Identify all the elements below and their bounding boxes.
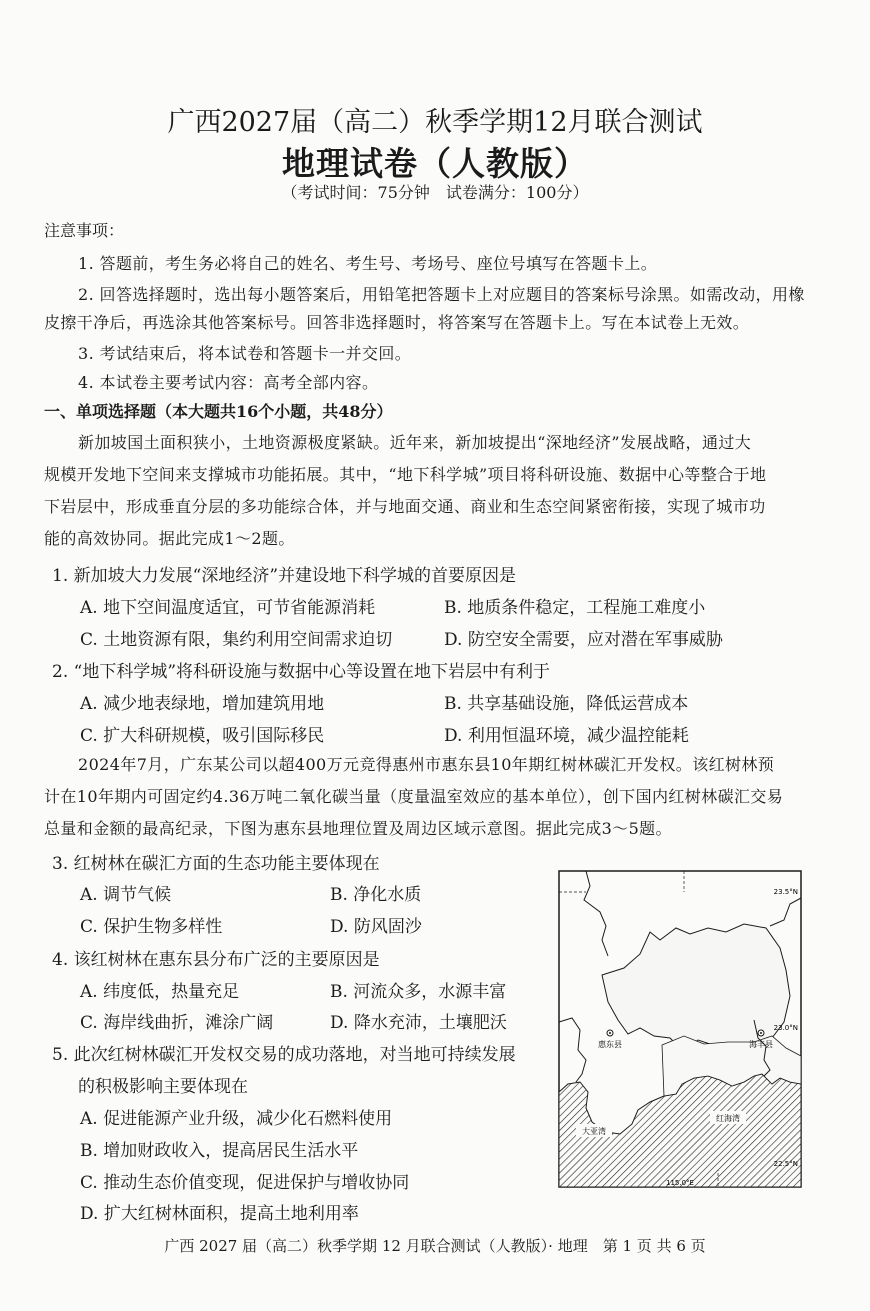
question-5-option-b: B. 增加财政收入，提高居民生活水平: [80, 1141, 359, 1161]
question-4-option-d: D. 降水充沛，土壤肥沃: [330, 1013, 507, 1033]
page-footer: 广西 2027 届（高二）秋季学期 12 月联合测试（人教版）· 地理 第 1 页 共 6 页: [164, 1237, 706, 1255]
section-1-heading: 一、单项选择题（本大题共16个小题，共48分）: [44, 402, 393, 421]
question-3-option-d: D. 防风固沙: [330, 917, 422, 937]
haifeng-county-seat-dot-icon: [760, 1032, 762, 1034]
passage-1-line-2: 规模开发地下空间来支撑城市功能拓展。其中，“地下科学城”项目将科研设施、数据中心等整合于地: [44, 465, 767, 484]
question-5-stem-line2: 的积极影响主要体现在: [78, 1077, 248, 1097]
honghai-bay-label: 红海湾: [716, 1114, 740, 1123]
notice-item-2-line2: 皮擦干净后，再选涂其他答案标号。回答非选择题时，将答案写在答题卡上。写在本试卷上无效。: [44, 313, 750, 332]
notice-item-2-line1: 2. 回答选择题时，选出每小题答案后，用铅笔把答题卡上对应题目的答案标号涂黑。如需改动，用橡: [78, 285, 805, 304]
passage-1-line-1: 新加坡国土面积狭小，土地资源极度紧缺。近年来，新加坡提出“深地经济”发展战略，通过大: [78, 433, 752, 452]
question-1-option-b: B. 地质条件稳定，工程施工难度小: [444, 598, 706, 618]
exam-info: （考试时间：75分钟 试卷满分：100分）: [281, 183, 589, 202]
question-1-option-a: A. 地下空间温度适宜，可节省能源消耗: [80, 598, 376, 618]
passage-2-line-2: 计在10年期内可固定约4.36万吨二氧化碳当量（度量温室效应的基本单位），创下国内红树林碳汇交易: [44, 787, 784, 806]
latitude-label-top: 23.5°N: [773, 888, 798, 896]
question-2-option-b: B. 共享基础设施，降低运营成本: [444, 694, 689, 714]
notice-heading: 注意事项：: [44, 221, 125, 240]
exam-title-line1: 广西2027届（高二）秋季学期12月联合测试: [167, 107, 703, 138]
question-3-stem: 3. 红树林在碳汇方面的生态功能主要体现在: [52, 854, 380, 874]
question-2-option-a: A. 减少地表绿地，增加建筑用地: [80, 694, 325, 714]
huidong-location-map: [558, 870, 802, 1188]
latitude-label-bottom: 22.5°N: [773, 1160, 798, 1168]
passage-2-line-1: 2024年7月，广东某公司以超400万元竞得惠州市惠东县10年期红树林碳汇开发权。该红树林预: [78, 755, 775, 774]
question-2-stem: 2. “地下科学城”将科研设施与数据中心等设置在地下岩层中有利于: [52, 662, 551, 682]
passage-1-line-3: 下岩层中，形成垂直分层的多功能综合体，并与地面交通、商业和生态空间紧密衔接，实现了城市功: [44, 497, 766, 516]
question-3-option-a: A. 调节气候: [80, 885, 172, 905]
question-3-option-b: B. 净化水质: [330, 885, 422, 905]
daya-bay-label: 大亚湾: [582, 1127, 606, 1136]
notice-item-4: 4. 本试卷主要考试内容：高考全部内容。: [78, 373, 379, 392]
question-5-stem-line1: 5. 此次红树林碳汇开发权交易的成功落地，对当地可持续发展: [52, 1045, 516, 1065]
huidong-county-label: 惠东县: [598, 1040, 622, 1049]
question-5-option-d: D. 扩大红树林面积，提高土地利用率: [80, 1204, 359, 1224]
question-3-option-c: C. 保护生物多样性: [80, 917, 223, 937]
passage-1-line-4: 能的高效协同。据此完成1～2题。: [44, 529, 295, 548]
passage-2-line-3: 总量和金额的最高纪录，下图为惠东县地理位置及周边区域示意图。据此完成3～5题。: [44, 819, 672, 838]
question-5-option-c: C. 推动生态价值变现，促进保护与增收协同: [80, 1173, 410, 1193]
question-4-stem: 4. 该红树林在惠东县分布广泛的主要原因是: [52, 950, 380, 970]
notice-item-1: 1. 答题前，考生务必将自己的姓名、考生号、考场号、座位号填写在答题卡上。: [78, 254, 658, 273]
exam-title-subject: 地理试卷（人教版）: [282, 144, 588, 183]
question-5-option-a: A. 促进能源产业升级，减少化石燃料使用: [80, 1109, 393, 1129]
question-1-option-d: D. 防空安全需要，应对潜在军事威胁: [444, 630, 723, 650]
question-1-option-c: C. 土地资源有限，集约利用空间需求迫切: [80, 630, 393, 650]
question-4-option-b: B. 河流众多，水源丰富: [330, 982, 507, 1002]
notice-item-3: 3. 考试结束后，将本试卷和答题卡一并交回。: [78, 344, 412, 363]
question-1-stem: 1. 新加坡大力发展“深地经济”并建设地下科学城的首要原因是: [52, 566, 517, 586]
question-4-option-c: C. 海岸线曲折，滩涂广阔: [80, 1013, 274, 1033]
question-4-option-a: A. 纬度低，热量充足: [80, 982, 240, 1002]
huidong-county-seat-dot-icon: [609, 1032, 611, 1034]
latitude-label-mid: 23.0°N: [773, 1024, 798, 1032]
longitude-label: 115.0°E: [666, 1179, 694, 1187]
question-2-option-d: D. 利用恒温环境，减少温控能耗: [444, 726, 689, 746]
question-2-option-c: C. 扩大科研规模，吸引国际移民: [80, 726, 325, 746]
haifeng-county-label: 海丰县: [749, 1040, 773, 1049]
